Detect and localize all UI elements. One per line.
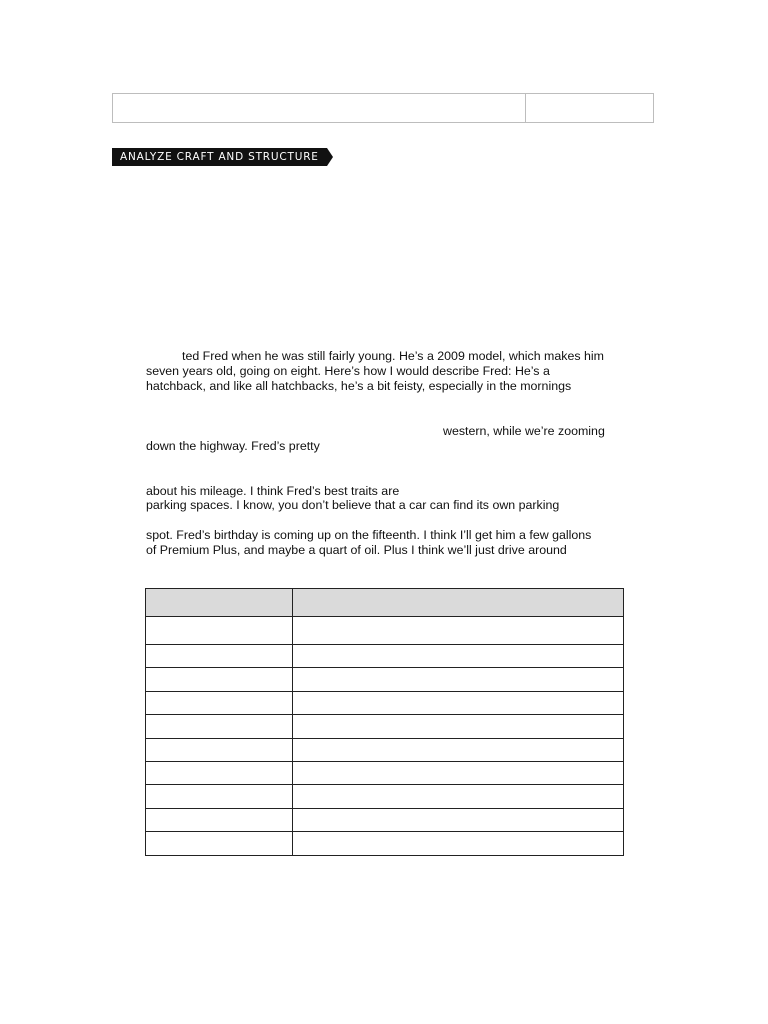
table-row [146,691,624,714]
table-header-cell [293,589,624,617]
table-cell[interactable] [146,808,293,831]
table-header-row [146,589,624,617]
header-name-field[interactable] [113,94,526,122]
table-cell[interactable] [146,617,293,645]
table-cell[interactable] [146,761,293,784]
table-cell[interactable] [293,738,624,761]
passage-line: seven years old, going on eight. Here’s how I would describe Fred: He’s a [146,364,550,378]
table-row [146,808,624,831]
table-header-cell [146,589,293,617]
table-row [146,617,624,645]
passage-line: spot. Fred’s birthday is coming up on the fifteenth. I think I’ll get him a few gallons [146,528,592,542]
table-cell[interactable] [293,617,624,645]
table-cell[interactable] [293,761,624,784]
header-box [112,93,654,123]
table-cell[interactable] [146,785,293,808]
table-cell[interactable] [146,668,293,691]
table-cell[interactable] [146,645,293,668]
table-cell[interactable] [146,832,293,855]
section-banner: ANALYZE CRAFT AND STRUCTURE [112,148,327,166]
table-row [146,761,624,784]
answer-table [145,588,624,856]
table-cell[interactable] [293,832,624,855]
passage-line: of Premium Plus, and maybe a quart of oil. Plus I think we’ll just drive around [146,543,567,557]
table-row [146,738,624,761]
passage-line: western, while we’re zooming [443,424,605,438]
table-cell[interactable] [293,715,624,738]
table-row [146,832,624,855]
passage-line: ted Fred when he was still fairly young. He’s a 2009 model, which makes him [182,349,604,363]
table-row [146,668,624,691]
table-row [146,645,624,668]
header-date-field[interactable] [526,94,653,122]
table-cell[interactable] [146,738,293,761]
table-cell[interactable] [293,668,624,691]
table-cell[interactable] [293,808,624,831]
table-cell[interactable] [293,691,624,714]
table-cell[interactable] [293,785,624,808]
passage-line: about his mileage. I think Fred’s best traits are [146,484,400,498]
table-cell[interactable] [146,691,293,714]
passage-line: down the highway. Fred’s pretty [146,439,320,453]
table-cell[interactable] [146,715,293,738]
table-row [146,785,624,808]
passage-line: parking spaces. I know, you don’t believe that a car can find its own parking [146,498,560,512]
table-cell[interactable] [293,645,624,668]
table-row [146,715,624,738]
passage-line: hatchback, and like all hatchbacks, he’s a bit feisty, especially in the mornings [146,379,572,393]
